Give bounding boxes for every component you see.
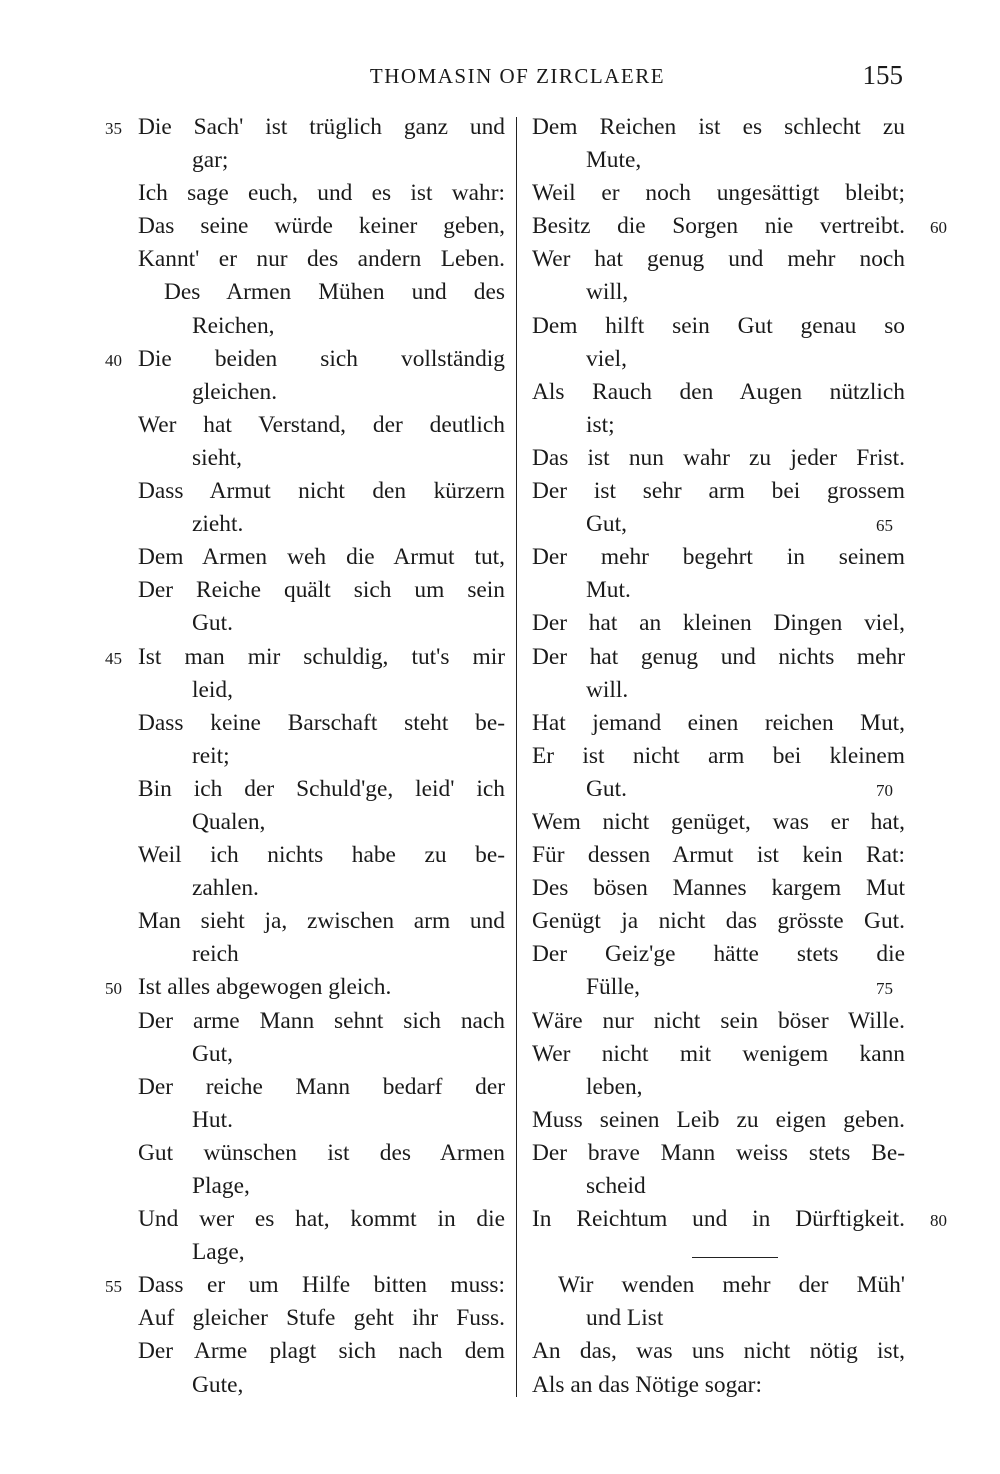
verse-line: leid,: [192, 676, 233, 703]
verse-line: Dem Reichen ist es schlecht zu: [532, 114, 905, 140]
verse-line: Wer hat genug und mehr noch: [532, 246, 905, 273]
verse-line: Kannt' er nur des andern Leben.: [138, 246, 505, 273]
verse-line: Wer nicht mit wenigem kann: [532, 1040, 905, 1067]
verse-line: Mute,: [586, 147, 642, 174]
verse-line: Gut.: [192, 610, 233, 637]
verse-line: 50 Ist alles abgewogen gleich.: [138, 971, 505, 1004]
verse-line: Wem nicht genüget, was er hat,: [532, 808, 905, 835]
verse-line: zieht.: [192, 511, 244, 538]
verse-line: Bin ich der Schuld'ge, leid' ich: [138, 775, 505, 802]
verse-line: viel,: [586, 345, 627, 372]
verse-line: leben,: [586, 1073, 643, 1100]
verse-line: gar;: [192, 147, 229, 174]
verse-line: will,: [586, 279, 629, 306]
verse-line: Dass Armut nicht den kürzern: [138, 478, 505, 505]
verse-line: 45 Ist man mir schuldig, tut's mir: [138, 641, 505, 674]
verse-line: Plage,: [192, 1173, 250, 1199]
verse-line: Genügt ja nicht das grösste Gut.: [532, 908, 905, 935]
verse-line: Der brave Mann weiss stets Be-: [532, 1139, 905, 1166]
verse-line: Der ist sehr arm bei grossem: [532, 478, 905, 505]
verse-line: Gut, 65: [532, 508, 905, 541]
verse-line: Wir wenden mehr der Müh': [558, 1272, 905, 1299]
verse-line: will.: [586, 676, 629, 703]
verse-line: zahlen.: [192, 875, 259, 902]
verse-line: sieht,: [192, 444, 243, 471]
verse-line: Der arme Mann sehnt sich nach: [138, 1007, 505, 1034]
verse-line: Ich sage euch, und es ist wahr:: [138, 180, 505, 207]
verse-line: Reichen,: [192, 312, 275, 339]
verse-line: Mut.: [586, 577, 631, 604]
right-verse-column: [532, 111, 947, 1402]
verse-line: Wäre nur nicht sein böser Wille.: [532, 1007, 905, 1034]
line-number: 55: [105, 1277, 122, 1297]
verse-line: Man sieht ja, zwischen arm und: [138, 908, 505, 935]
verse-line: Besitz die Sorgen nie vertreibt. 60: [532, 210, 905, 243]
verse-line: scheid: [586, 1173, 646, 1199]
verse-line: Lage,: [192, 1239, 245, 1266]
left-verse-column: [105, 111, 505, 1402]
line-number: 65: [876, 516, 893, 536]
verse-line: Auf gleicher Stufe geht ihr Fuss.: [138, 1305, 505, 1332]
verse-line: An das, was uns nicht nötig ist,: [532, 1338, 905, 1365]
verse-line: Des Armen Mühen und des: [164, 279, 505, 306]
verse-line: Fülle, 75: [532, 971, 905, 1004]
verse-line: Gut wünschen ist des Armen: [138, 1139, 505, 1166]
verse-line: Der Geiz'ge hätte stets die: [532, 941, 905, 968]
verse-line: Qualen,: [192, 808, 266, 835]
verse-line: Gute,: [192, 1371, 244, 1398]
verse-line: Weil er noch ungesättigt bleibt;: [532, 180, 905, 207]
verse-line: Muss seinen Leib zu eigen geben.: [532, 1106, 905, 1133]
column-divider: [516, 117, 517, 1397]
line-number: 50: [105, 979, 122, 999]
verse-line: Und wer es hat, kommt in die: [138, 1206, 505, 1233]
verse-line: Der Arme plagt sich nach dem: [138, 1338, 505, 1365]
line-number: 60: [930, 218, 947, 238]
verse-line: Dem hilft sein Gut genau so: [532, 312, 905, 339]
line-number: 45: [105, 648, 122, 668]
verse-line: Des bösen Mannes kargem Mut: [532, 875, 905, 902]
verse-line: Das seine würde keiner geben,: [138, 213, 505, 240]
verse-line: gleichen.: [192, 378, 278, 405]
verse-line: 55 Dass er um Hilfe bitten muss:: [138, 1269, 505, 1302]
page-number: 155: [862, 60, 903, 90]
verse-line: 40 Die beiden sich vollständig: [138, 343, 505, 376]
line-number: 70: [876, 780, 893, 800]
line-number: 35: [105, 119, 122, 138]
verse-line: Für dessen Armut ist kein Rat:: [532, 842, 905, 869]
verse-line: In Reichtum und in Dürftigkeit. 80: [532, 1203, 905, 1236]
verse-line: Gut. 70: [532, 773, 905, 806]
line-number: 40: [105, 350, 122, 370]
verse-line: Der reiche Mann bedarf der: [138, 1073, 505, 1100]
verse-line: Hat jemand einen reichen Mut,: [532, 709, 905, 736]
verse-line: Wer hat Verstand, der deutlich: [138, 411, 505, 438]
verse-line: Der hat genug und nichts mehr: [532, 643, 905, 670]
verse-line: Der mehr begehrt in seinem: [532, 544, 905, 571]
verse-line: Als Rauch den Augen nützlich: [532, 378, 905, 405]
section-divider-rule: [532, 1236, 905, 1269]
verse-line: reich: [192, 941, 239, 968]
verse-line: 35 Die Sach' ist trüglich ganz und: [138, 111, 505, 144]
verse-line: Weil ich nichts habe zu be-: [138, 842, 505, 869]
line-number: 80: [930, 1211, 947, 1231]
verse-line: Der hat an kleinen Dingen viel,: [532, 610, 905, 637]
verse-line: ist;: [586, 411, 615, 438]
verse-line: Dass keine Barschaft steht be-: [138, 709, 505, 736]
verse-line: Der Reiche quält sich um sein: [138, 577, 505, 604]
line-number: 75: [876, 979, 893, 999]
verse-line: Er ist nicht arm bei kleinem: [532, 742, 905, 769]
running-header-title: THOMASIN OF ZIRCLAERE: [369, 64, 666, 88]
verse-line: Dem Armen weh die Armut tut,: [138, 544, 505, 571]
verse-line: Das ist nun wahr zu jeder Frist.: [532, 444, 905, 471]
verse-line: Gut,: [192, 1040, 233, 1067]
verse-line: reit;: [192, 742, 230, 769]
verse-line: und List: [586, 1305, 664, 1332]
verse-line: Als an das Nötige sogar:: [532, 1371, 762, 1398]
verse-line: Hut.: [192, 1106, 233, 1133]
